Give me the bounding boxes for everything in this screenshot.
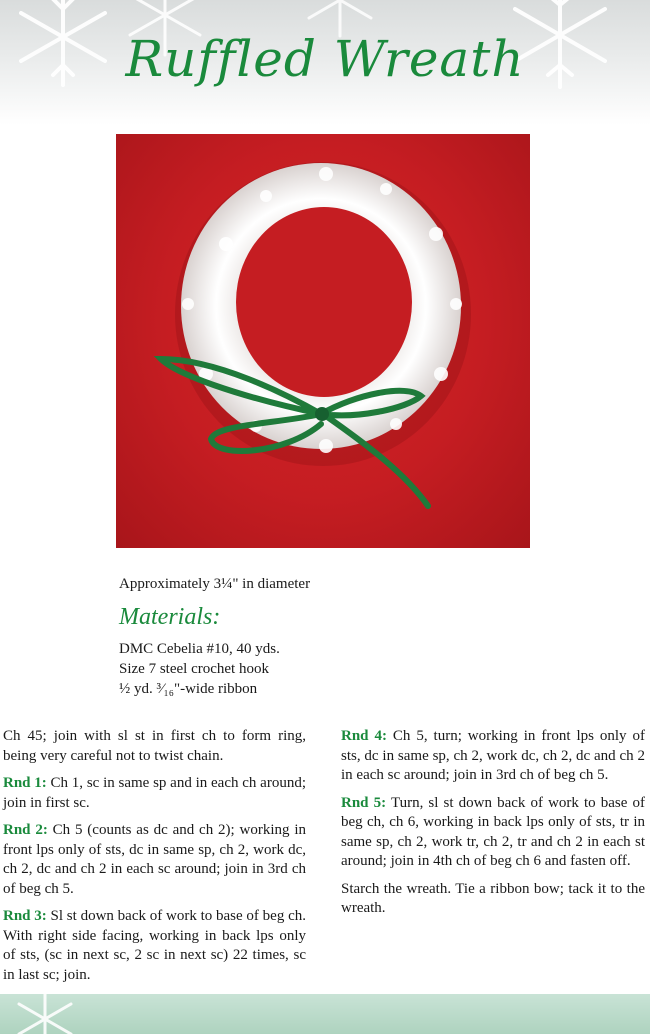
materials-list bbox=[119, 639, 280, 699]
round-text: Sl st down back of work to base of beg ch. With right side facing, working in back lps only of sts, (sc in next sc, 2 sc in next sc) 22 times, sc in last sc; join. bbox=[3, 908, 306, 983]
round-text: Turn, sl st down back of work to base of beg ch, ch 6, working in back lps only of sts, tr in same sp, ch 2, work tr, ch 2, tr and ch 2 in each st around; join in 4th ch of beg ch 6 and fasten off. bbox=[341, 794, 646, 869]
size-caption: Approximately 3¼" in diameter bbox=[119, 576, 311, 592]
wreath-illustration bbox=[116, 134, 530, 548]
footer-band bbox=[0, 994, 650, 1034]
round-text: Ch 1, sc in same sp and in each ch around; join in first sc. bbox=[3, 775, 306, 811]
round-label: Rnd 5: bbox=[341, 794, 387, 811]
round-label: Rnd 1: bbox=[3, 775, 47, 791]
list-item: DMC Cebelia #10, 40 yds. bbox=[119, 641, 280, 657]
materials-heading: Materials: bbox=[119, 604, 221, 630]
round-1-paragraph bbox=[3, 774, 306, 813]
round-4-paragraph bbox=[341, 727, 645, 786]
round-text: Ch 5, turn; working in front lps only of sts, dc in same sp, ch 2, work dc, ch 2, dc and ch 2 in each sc around; join in 3rd ch of beg ch 5. bbox=[341, 728, 645, 783]
round-5-paragraph bbox=[341, 794, 645, 872]
round-text: Ch 5 (counts as dc and ch 2); working in front lps only of sts, dc in same sp, ch 2, work dc, ch 2, dc and ch 2 in each sc around; join in 3rd ch of beg ch 5. bbox=[3, 822, 306, 897]
wreath-photo bbox=[116, 134, 530, 548]
list-item: Size 7 steel crochet hook bbox=[119, 661, 269, 677]
round-2-paragraph bbox=[3, 821, 306, 899]
round-3-paragraph bbox=[3, 907, 306, 985]
page-title: Ruffled Wreath bbox=[125, 30, 525, 88]
instructions-left-column bbox=[3, 727, 306, 993]
list-item: ½ yd. ³⁄₁₆"-wide ribbon bbox=[119, 681, 258, 697]
intro-paragraph: Ch 45; join with sl st in first ch to form ring, being very careful not to twist chain. bbox=[3, 728, 306, 764]
round-label: Rnd 2: bbox=[3, 822, 48, 838]
finish-paragraph: Starch the wreath. Tie a ribbon bow; tack it to the wreath. bbox=[341, 880, 645, 916]
round-label: Rnd 4: bbox=[341, 728, 387, 744]
round-label: Rnd 3: bbox=[3, 908, 47, 924]
snowflake-icon bbox=[10, 994, 80, 1034]
instructions-right-column bbox=[341, 727, 645, 927]
